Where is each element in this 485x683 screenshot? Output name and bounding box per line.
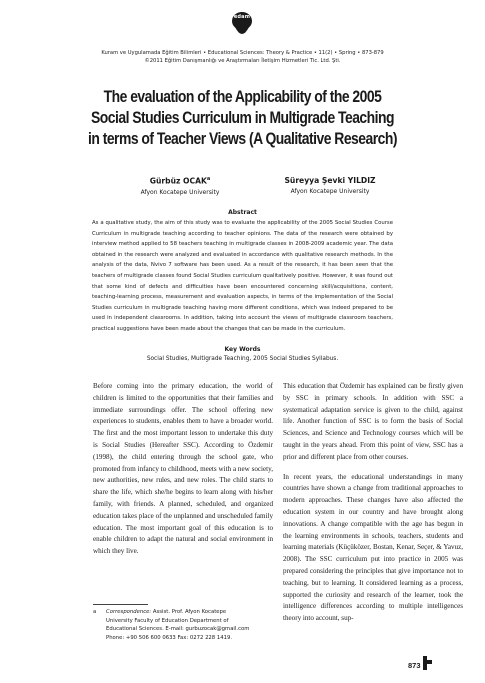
author-name-1: Gürbüz OCAK bbox=[149, 176, 207, 186]
body-paragraph: In recent years, the educational understandings in many countries have shown a change from traditional approaches to modern approaches. These changes have also affected the education system in our country and have brought along innovations. A change compatible with the age has begun in the learning environments in schools, teachers, students and learning materials (Küçüközer, Bostan, Kenar, Seçer, & Yavuz, 2008). The SSC curriculum put into practice in 2005 was prepared considering the principles that give importance not to teaching, but to learning. It considered learning as a process, supported the curiosity and research of the learner, took the intelligence differences according to multiple intelligences theory into account, sup- bbox=[283, 472, 463, 623]
author-affiliation-1: Afyon Kocatepe University bbox=[140, 188, 220, 196]
footnote-divider bbox=[93, 604, 148, 605]
body-paragraph: This education that Özdemir has explained can be firstly given by SSC in primary schools. In addition with SSC a systematical adaptation service is given to the child, against life. Another function of SSC is to form the basis of Social Sciences, and Science and Technology courses which will be taught in the years ahead. From this point of view, SSC has a prior and different place from other courses. bbox=[283, 382, 463, 461]
author-block-1 bbox=[120, 176, 240, 196]
journal-citation: Kuram ve Uygulamada Eğitim Bilimleri • Educational Sciences: Theory & Practice • 11(2) • Spring • 873-879 bbox=[101, 50, 384, 56]
body-paragraph: Before coming into the primary education, the world of children is limited to the opportunities that their families and immediate surroundings offer. The school offering new experiences to students, enables them to have a broader world. The first and the most important lesson to undertake this duty is Social Studies (Hereafter SSC). According to Özdemir (1998), the child entering through the school gate, who promoted from infancy to childhood, meets with a new society, new authorities, new rules, and new roles. The child starts to share the life, which she/he begins to learn along with his/her family, with friends. A planned, scheduled, and organized education takes place of the unplanned and unscheduled family education. The most important goal of this education is to enable children to adapt the natural and social environment in which they live. bbox=[93, 382, 273, 556]
article-title: The evaluation of the Applicability of the 2005 Social Studies Curriculum in Multigrade Teaching in terms of Teacher Views (A Qualitative Research) bbox=[88, 88, 397, 148]
body-right-column bbox=[283, 381, 463, 625]
abstract-text: As a qualitative study, the aim of this study was to evaluate the applicability of the 2005 Social Studies Course Curriculum in multigrade teaching according to teacher opinions. The data of the research were obtained by interview method applied to 58 teachers teaching in multigrade classes in 2008-2009 academic year. The data obtained in the research were analyzed and evaluated in accordance with qualitative research methods. In the analysis of the data, Nvivo 7 software has been used. As a result of the research, it has been seen that the teachers of multigrade classes found Social Studies curriculum qualitatively positive. However, it was found out that some kind of defects and difficulties have been encountered concerning skill/acquisitions, content, teaching-learning process, measurement and evaluation aspects, in terms of the implementation of the Social Studies curriculum in multigrade teaching having more different conditions, which was indeed prepared to be used in independent classrooms. In addition, taking into account the views of multigrade classroom teachers, practical suggestions have been made about the changes that can be made in the curriculum. bbox=[92, 220, 393, 332]
copyright-notice: ©2011 Eğitim Danışmanlığı ve Araştırmaları İletişim Hizmetleri Tic. Ltd. Şti. bbox=[144, 58, 341, 64]
correspondence-footnote bbox=[93, 608, 253, 642]
abstract-heading: Abstract bbox=[228, 209, 257, 216]
page-number: 873 bbox=[408, 661, 421, 670]
footnote-text: Assist. Prof. Afyon Kocatepe University Faculty of Education Department of Educational Sciences. E-mail: gurbuzocak@gmail.com Phone: +90 506 600 0633 Fax: 0272 228 1419. bbox=[106, 609, 250, 641]
author-footnote-mark: a bbox=[206, 176, 211, 182]
author-block-2 bbox=[250, 176, 410, 195]
publisher-logo-text: edam bbox=[233, 14, 251, 20]
footnote-label: Correspondence: bbox=[106, 609, 152, 615]
keywords-heading: Key Words bbox=[224, 346, 261, 353]
page-corner-mark bbox=[423, 660, 432, 664]
author-name-2: Süreyya Şevki YILDIZ bbox=[284, 176, 376, 185]
body-left-column bbox=[93, 381, 273, 558]
keywords-text: Social Studies, Multigrade Teaching, 2005 Social Studies Syllabus. bbox=[146, 356, 339, 362]
footnote-mark: a bbox=[93, 609, 97, 615]
author-affiliation-2: Afyon Kocatepe University bbox=[290, 188, 370, 195]
